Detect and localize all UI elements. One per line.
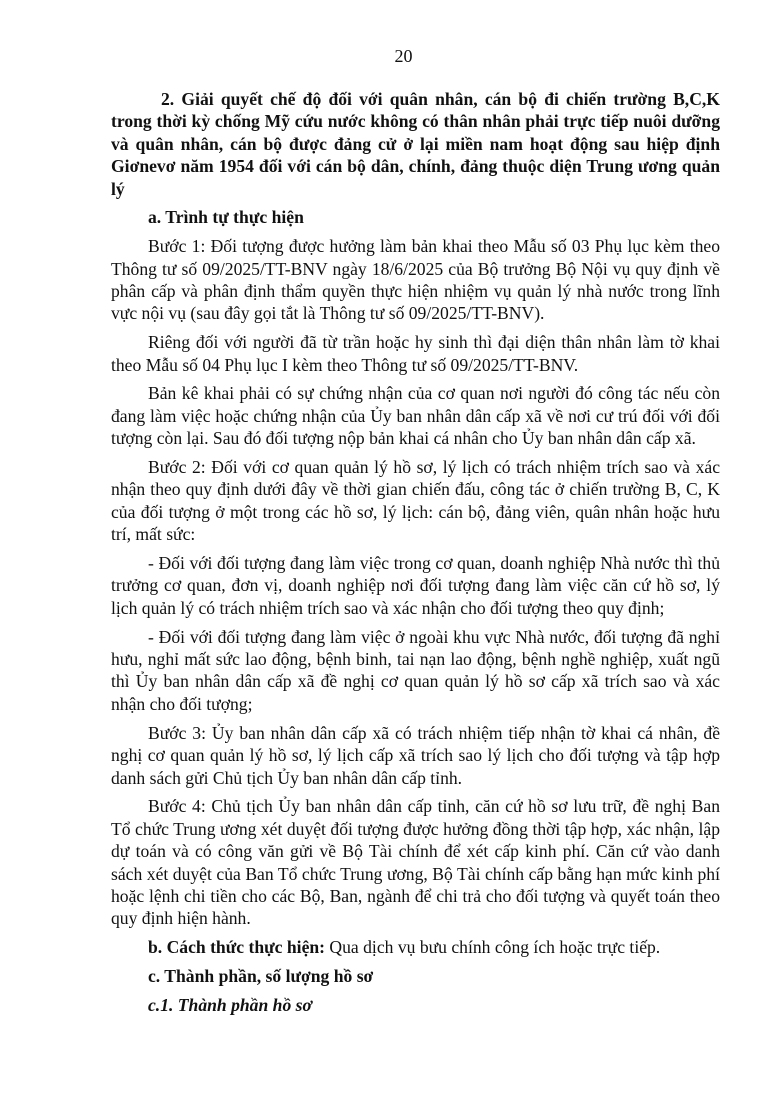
document-body	[111, 88, 720, 1023]
paragraph-step-3: Bước 3: Ủy ban nhân dân cấp xã có trách nhiệm tiếp nhận tờ khai cá nhân, đề nghị cơ quan quản lý hồ sơ, lý lịch cấp xã trích sao lý lịch cho đối tượng và tập hợp danh sách gửi Chủ tịch Ủy ban nhân dân cấp tỉnh.	[111, 722, 720, 788]
heading-a: a. Trình tự thực hiện	[148, 207, 304, 228]
paragraph-step-4: Bước 4: Chủ tịch Ủy ban nhân dân cấp tỉnh, căn cứ hồ sơ lưu trữ, đề nghị Ban Tổ chức Trung ương xét duyệt đối tượng được hưởng đồng thời tập hợp, xác nhận, lập dự toán và có công văn gửi về Bộ Tài chính để xét cấp kinh phí. Căn cứ vào danh sách xét duyệt của Ban Tổ chức Trung ương, Bộ Tài chính cấp bằng hạn mức kinh phí hoặc lệnh chi tiền cho các Bộ, Ban, ngành để chi trả cho đối tượng và quyết toán theo quy định hiện hành.	[111, 796, 720, 929]
heading-b: b. Cách thức thực hiện:	[148, 937, 326, 958]
paragraph-non-state: - Đối với đối tượng đang làm việc ở ngoài khu vực Nhà nước, đối tượng đã nghỉ hưu, nghỉ mất sức lao động, bệnh binh, tai nạn lao động, bệnh nghề nghiệp, xuất ngũ thì Ủy ban nhân dân cấp xã đề nghị cơ quan quản lý hồ sơ cấp xã trích sao và xác nhận cho đối tượng;	[111, 626, 720, 714]
heading-c: c. Thành phần, số lượng hồ sơ	[148, 965, 374, 986]
paragraph-step-1: Bước 1: Đối tượng được hưởng làm bản khai theo Mẫu số 03 Phụ lục kèm theo Thông tư số 09/2025/TT-BNV ngày 18/6/2025 của Bộ trưởng Bộ Nội vụ quy định về phân cấp và phân định thẩm quyền thực hiện nhiệm vụ quản lý nhà nước trong lĩnh vực nội vụ (sau đây gọi tắt là Thông tư số 09/2025/TT-BNV).	[111, 236, 720, 324]
heading-c1: c.1. Thành phần hồ sơ	[148, 994, 312, 1015]
paragraph-step-2: Bước 2: Đối với cơ quan quản lý hồ sơ, lý lịch có trách nhiệm trích sao và xác nhận theo quy định dưới đây về thời gian chiến đấu, công tác ở chiến trường B, C, K của đối tượng ở một trong các hồ sơ, lý lịch: cán bộ, đảng viên, quân nhân hoặc hưu trí, mất sức:	[111, 457, 720, 545]
section-title: 2. Giải quyết chế độ đối với quân nhân, cán bộ đi chiến trường B,C,K trong thời kỳ chống Mỹ cứu nước không có thân nhân phải trực tiếp nuôi dưỡng và quân nhân, cán bộ được đảng cử ở lại miền nam hoạt động sau hiệp định Giơnevơ năm 1954 đối với cán bộ dân, chính, đảng thuộc diện Trung ương quản lý	[111, 89, 720, 199]
paragraph-state-sector: - Đối với đối tượng đang làm việc trong cơ quan, doanh nghiệp Nhà nước thì thủ trưởng cơ quan, đơn vị, doanh nghiệp nơi đối tượng đang làm việc căn cứ hồ sơ, lý lịch quản lý có trách nhiệm trích sao và xác nhận cho đối tượng theo quy định;	[111, 553, 720, 618]
method-text: Qua dịch vụ bưu chính công ích hoặc trực tiếp.	[325, 937, 661, 958]
paragraph-b	[111, 936, 720, 958]
paragraph-deceased: Riêng đối với người đã từ trần hoặc hy sinh thì đại diện thân nhân làm tờ khai theo Mẫu số 04 Phụ lục I kèm theo Thông tư số 09/2025/TT-BNV.	[111, 332, 720, 375]
page-number: 20	[394, 46, 413, 66]
paragraph-certification: Bản kê khai phải có sự chứng nhận của cơ quan nơi người đó công tác nếu còn đang làm việc hoặc chứng nhận của Ủy ban nhân dân cấp xã về nơi cư trú đối với đối tượng còn lại. Sau đó đối tượng nộp bản khai cá nhân cho Ủy ban nhân dân cấp xã.	[111, 383, 720, 449]
